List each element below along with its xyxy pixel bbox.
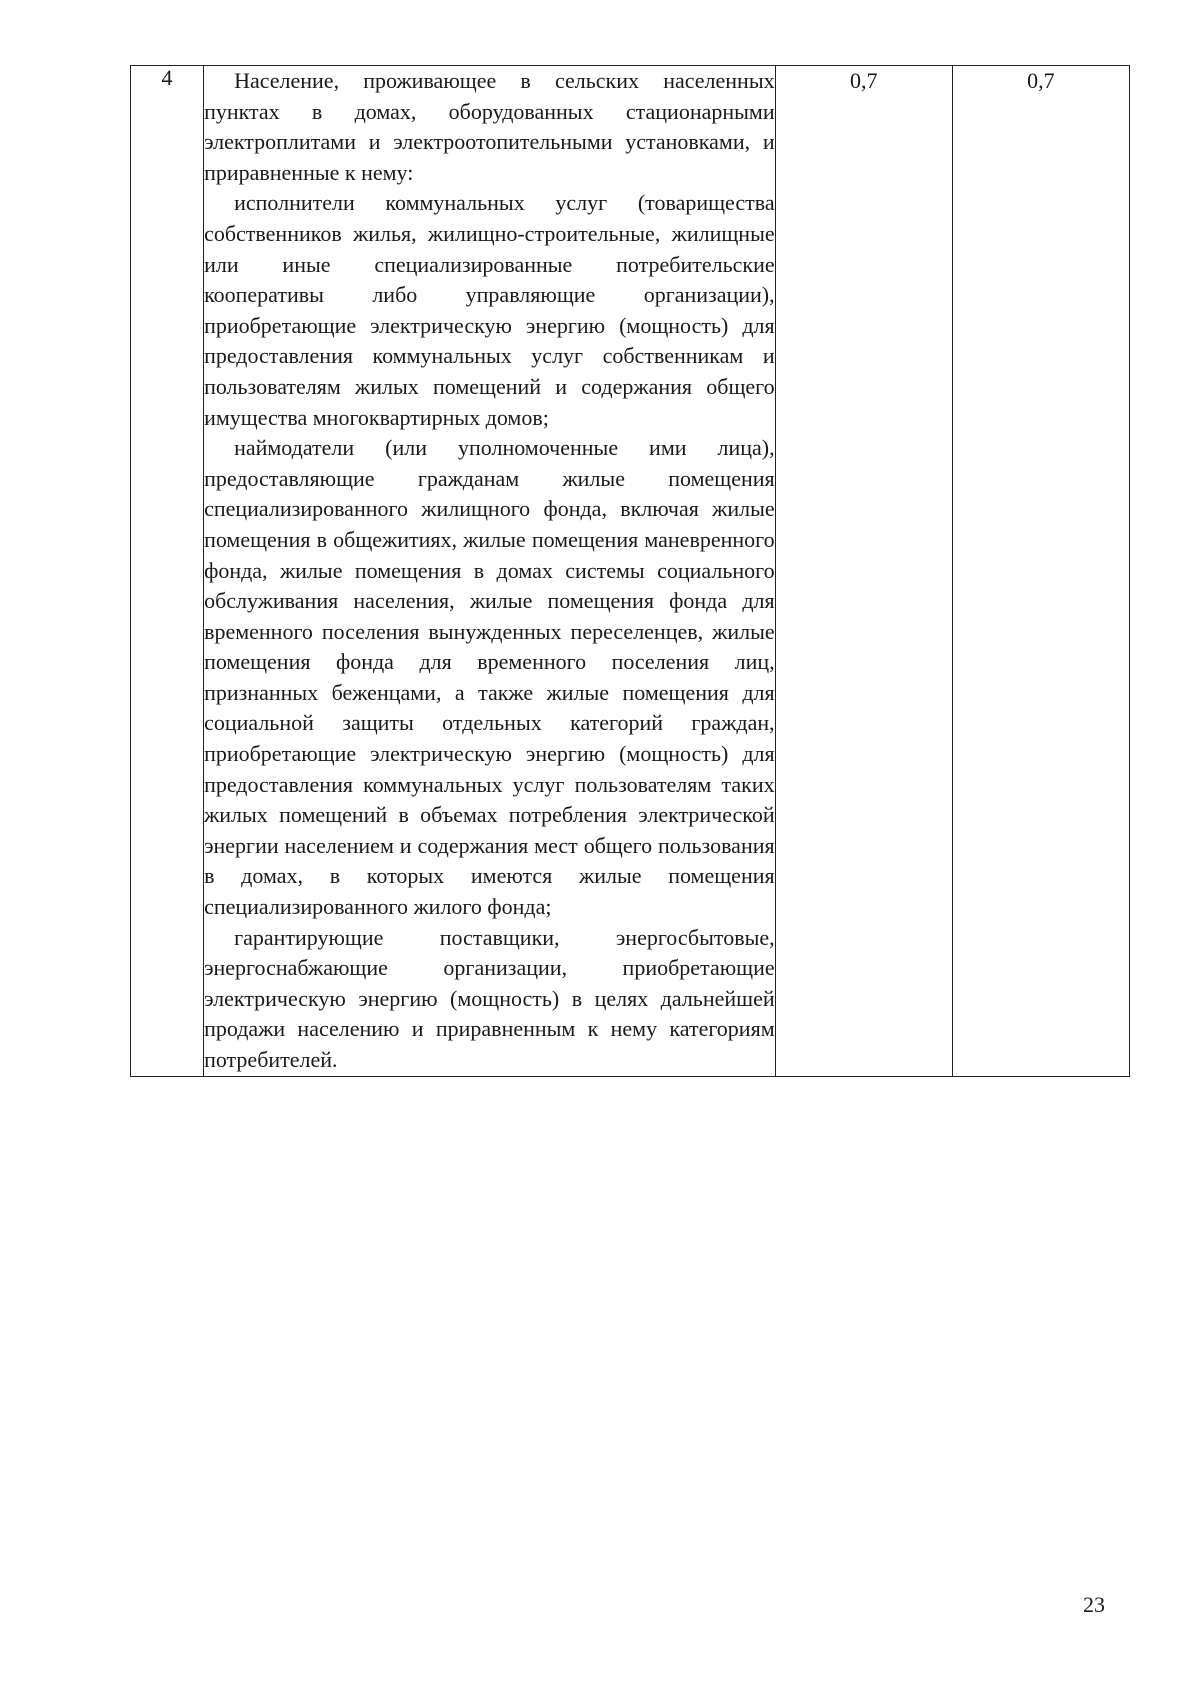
row-number: 4 [131,66,204,1077]
description-paragraph-intro: Население, проживающее в сельских населенных пунктах в домах, оборудованных стационарными электроплитами и электроотопительными установками, и приравненные к нему: [204,68,775,185]
tariff-table [130,65,1130,1077]
page-number: 23 [1083,1592,1105,1617]
description-paragraph-landlords: наймодатели (или уполномоченные ими лица), предоставляющие гражданам жилые помещения специализированного жилищного фонда, включая жилые помещения в общежитиях, жилые помещения маневренного фонда, жилые помещения в домах системы социального обслуживания населения, жилые помещения фонда для временного поселения вынужденных переселенцев, жилые помещения фонда для временного поселения лиц, признанных беженцами, а также жилые помещения для социальной защиты отдельных категорий граждан, приобретающие электрическую энергию (мощность) для предоставления коммунальных услуг пользователям таких жилых помещений в объемах потребления электрической энергии населением и содержания мест общего пользования в домах, в которых имеются жилые помещения специализированного жилого фонда; [204,435,775,920]
description-paragraph-suppliers: гарантирующие поставщики, энергосбытовые, энергоснабжающие организации, приобретающие электрическую энергию (мощность) в целях дальнейшей продажи населению и приравненным к нему категориям потребителей. [204,924,775,1072]
table-row [131,66,1130,1077]
description-paragraph-utilities: исполнители коммунальных услуг (товарищества собственников жилья, жилищно-строительные, жилищные или иные специализированные потребительские кооперативы либо управляющие организации), приобретающие электрическую энергию (мощность) для предоставления коммунальных услуг собственникам и пользователям жилых помещений и содержания общего имущества многоквартирных домов; [204,190,775,430]
row-value-1: 0,7 [775,66,952,1077]
row-value-2: 0,7 [952,66,1129,1077]
row-description [204,66,776,1077]
